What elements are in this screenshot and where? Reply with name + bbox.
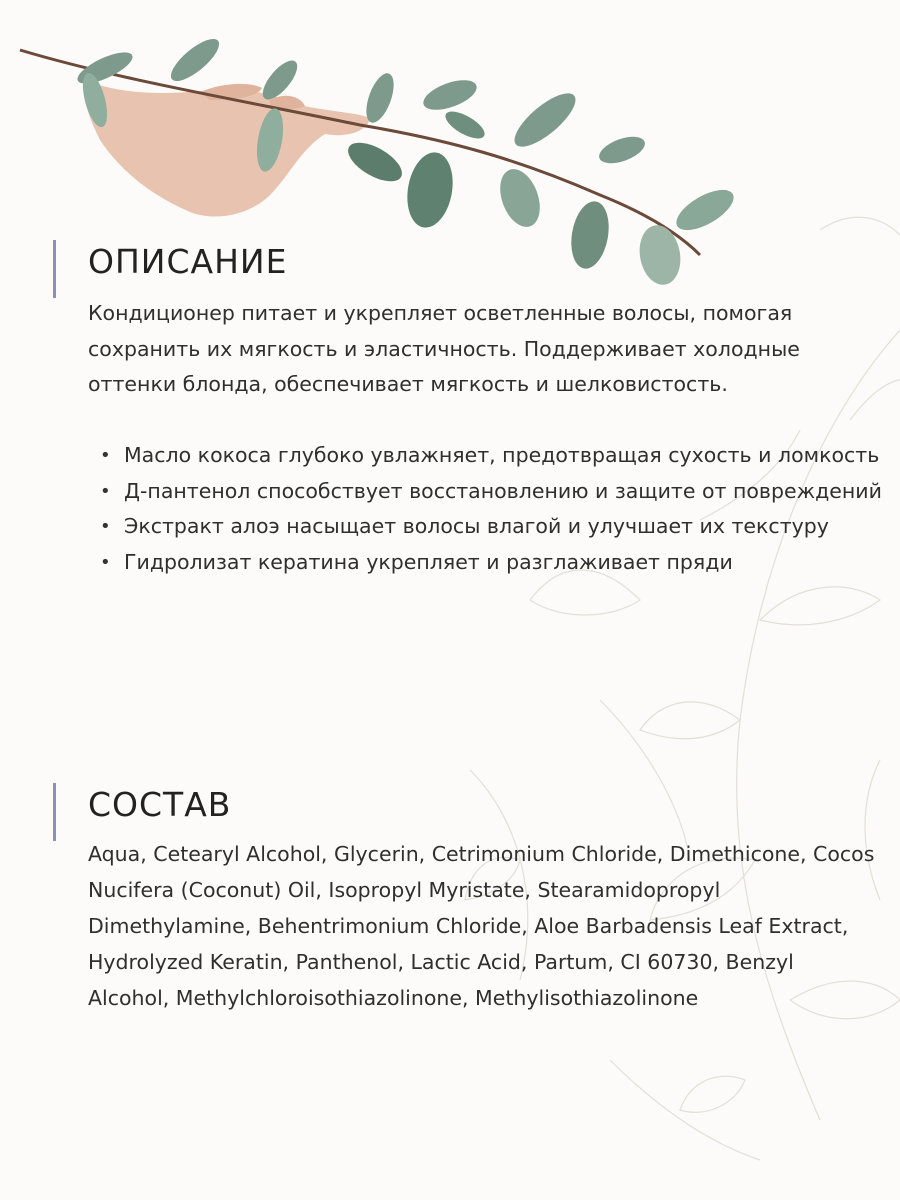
list-item: • Экстракт алоэ насыщает волосы влагой и улучшает их текстуру [100,509,890,545]
description-heading: ОПИСАНИЕ [88,242,288,281]
composition-heading: СОСТАВ [88,785,232,824]
description-text: Кондиционер питает и укрепляет осветленные волосы, помогая сохранить их мягкость и эластичность. Поддерживает холодные оттенки блонда, обеспечивает мягкость и шелковистость. [88,301,800,396]
description-accent-bar [53,240,56,298]
list-item: • Гидролизат кератина укрепляет и разглаживает пряди [100,545,890,581]
list-item: • Масло кокоса глубоко увлажняет, предотвращая сухость и ломкость [100,438,890,474]
ingredients-text: Aqua, Cetearyl Alcohol, Glycerin, Cetrimonium Chloride, Dimethicone, Cocos Nucifera (Coconut) Oil, Isopropyl Myristate, Stearamidopropyl Dimethylamine, Behentrimonium Chloride, Aloe Barbadensis Leaf Extract, Hydrolyzed Keratin, Panthenol, Lactic Acid, Partum, CI 60730, Benzyl Alcohol, Methylchloroisothiazolinone, Methylisothiazolinone [88,842,875,1010]
benefits-list [100,438,890,580]
composition-accent-bar [53,783,56,841]
list-item: • Д-пантенол способствует восстановлению и защите от повреждений [100,474,890,510]
